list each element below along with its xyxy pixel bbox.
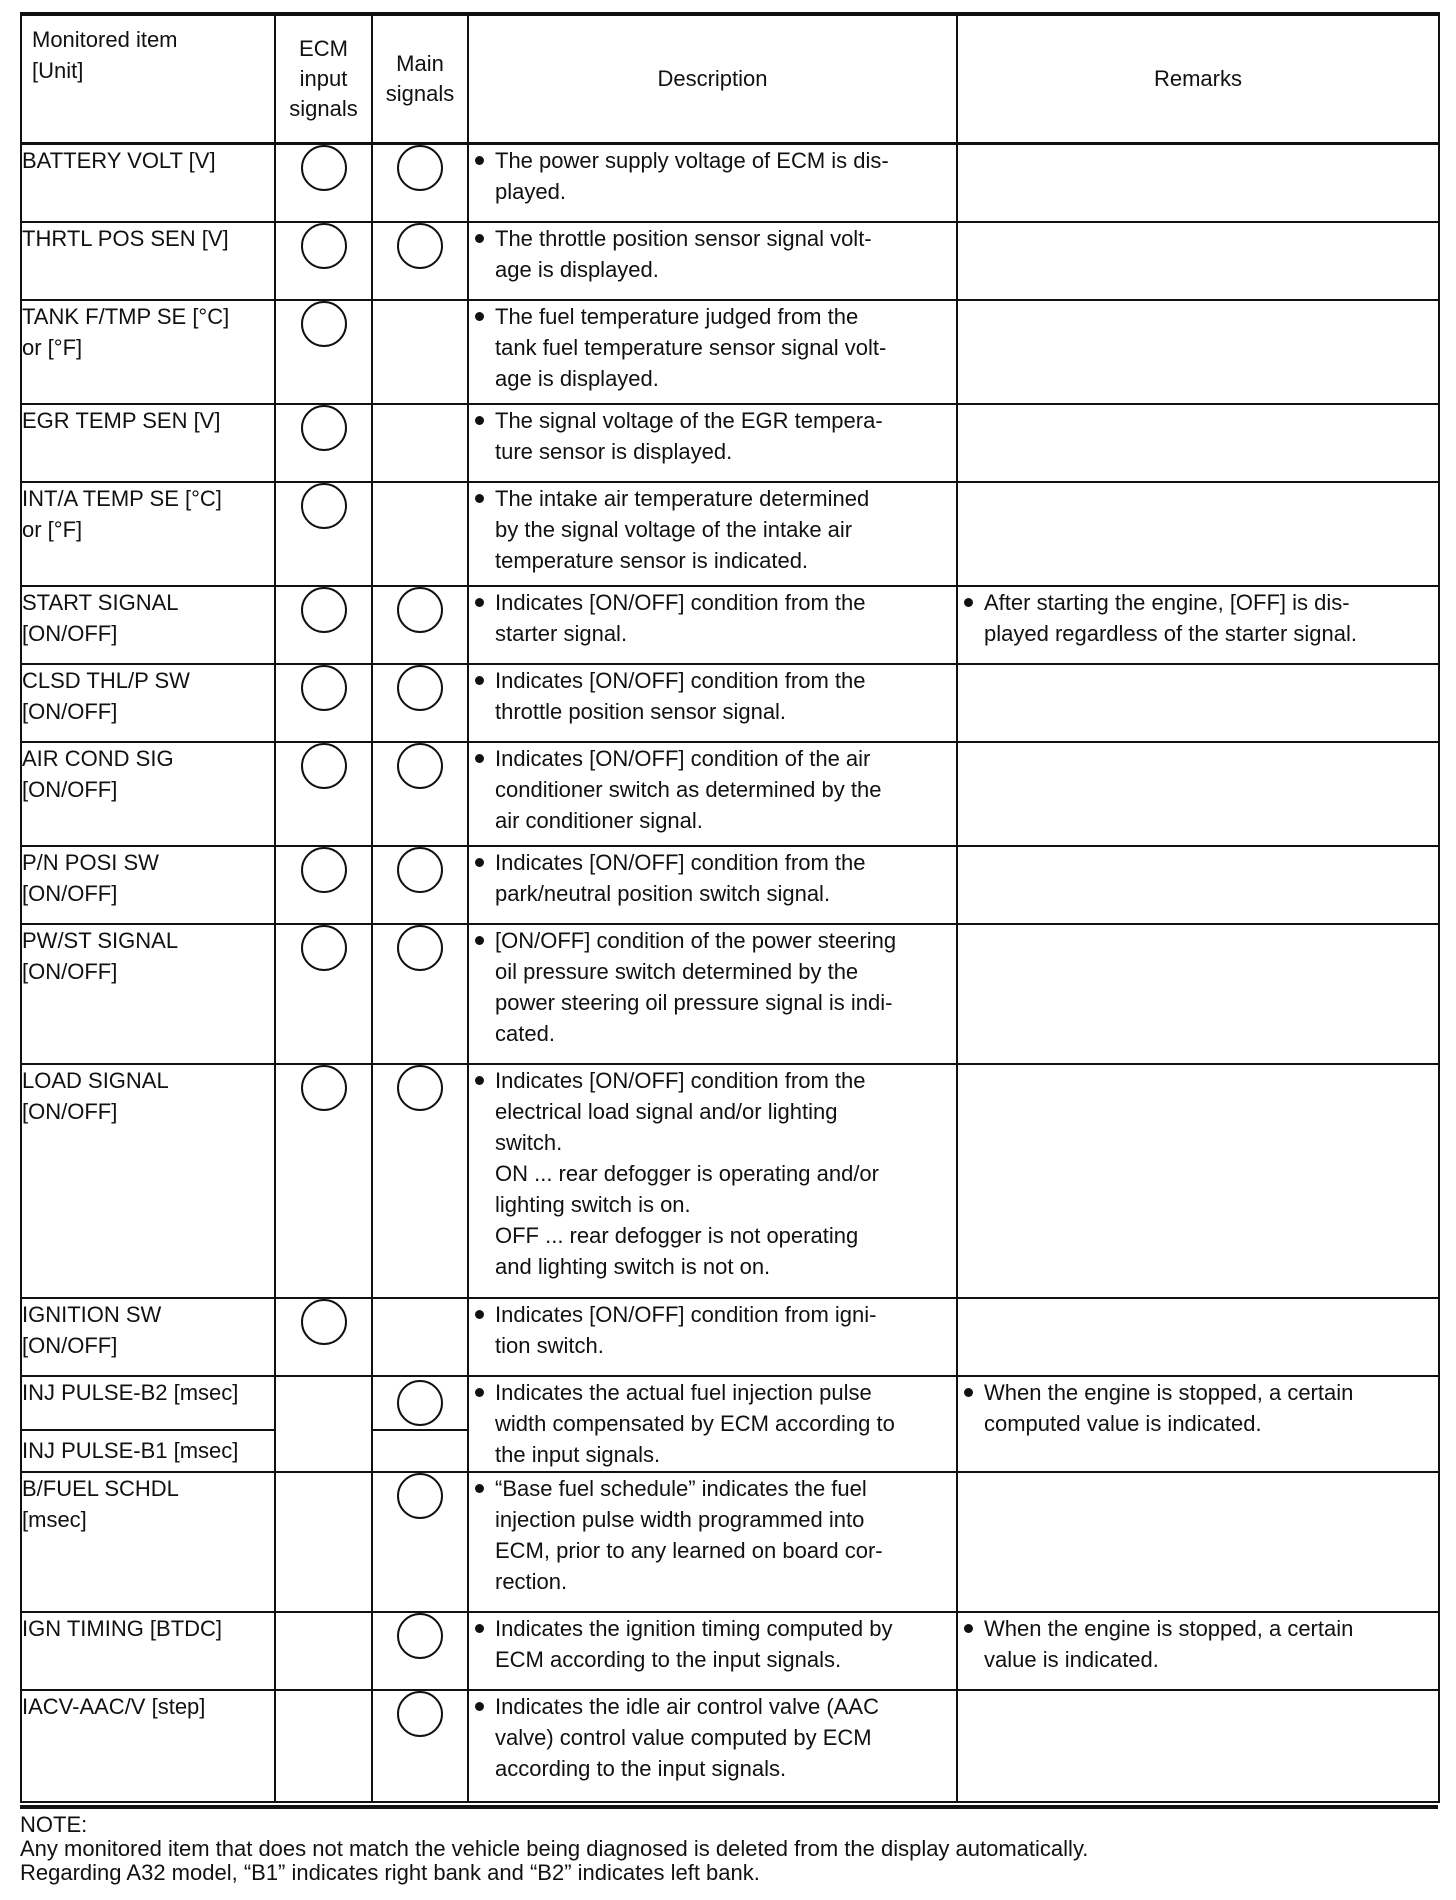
monitored-items-table <box>20 12 1440 1803</box>
description-line: The power supply voltage of ECM is dis- <box>495 148 889 173</box>
description-bullet-item <box>469 665 956 727</box>
description-line: park/neutral position switch signal. <box>495 880 831 906</box>
monitored-item-line: INJ PULSE-B2 [msec] <box>22 1379 239 1405</box>
remarks-text <box>984 587 1438 649</box>
main-signal-cell <box>372 1472 468 1612</box>
table-row <box>21 482 1439 586</box>
description-text <box>495 1065 956 1158</box>
table-row <box>21 742 1439 846</box>
description-line: [ON/OFF] condition of the power steering <box>495 927 897 953</box>
description-bullet-item <box>469 743 956 836</box>
table-row <box>21 1376 1439 1430</box>
monitored-item-cell <box>21 1376 275 1430</box>
monitored-item-line: [msec] <box>22 1506 87 1532</box>
main-signal-cell <box>372 144 468 222</box>
description-cell <box>468 144 957 222</box>
description-cell <box>468 586 957 664</box>
description-line: played. <box>495 179 566 204</box>
monitored-item-line: INJ PULSE-B1 [msec] <box>22 1438 239 1463</box>
description-cell <box>468 742 957 846</box>
table-row <box>21 846 1439 924</box>
description-cell <box>468 846 957 924</box>
remarks-cell <box>957 1612 1439 1690</box>
bullet-icon <box>469 1065 495 1158</box>
table-row <box>21 404 1439 482</box>
remarks-bullet-item <box>958 587 1438 649</box>
main-signal-cell <box>372 1298 468 1376</box>
monitored-item-line: LOAD SIGNAL <box>22 1067 169 1093</box>
bullet-icon <box>469 925 495 1049</box>
bullet-icon <box>469 483 495 576</box>
description-line: tank fuel temperature sensor signal volt- <box>495 334 887 360</box>
monitored-item-line: P/N POSI SW <box>22 849 159 875</box>
bullet-icon <box>469 405 495 467</box>
ecm-input-signal-cell <box>275 1298 372 1376</box>
description-cell <box>468 1376 957 1472</box>
monitored-item-line: [ON/OFF] <box>22 1098 118 1124</box>
description-text <box>495 1691 956 1784</box>
description-line: by the signal voltage of the intake air <box>495 516 853 542</box>
description-line: ECM, prior to any learned on board cor- <box>495 1537 883 1563</box>
description-text <box>495 847 956 909</box>
description-text <box>495 743 956 836</box>
description-cell <box>468 664 957 742</box>
monitored-item-line: IACV-AAC/V [step] <box>22 1693 206 1719</box>
description-bullet-item <box>469 1377 956 1470</box>
remarks-cell <box>957 1690 1439 1802</box>
table-header-row <box>21 14 1439 144</box>
remarks-cell <box>957 222 1439 300</box>
description-line: The fuel temperature judged from the <box>495 303 859 329</box>
description-extra <box>469 1158 956 1282</box>
description-line: Indicates [ON/OFF] condition from the <box>495 589 866 615</box>
remarks-cell <box>957 404 1439 482</box>
circle-mark-icon <box>301 405 347 451</box>
ecm-input-signal-cell <box>275 1690 372 1802</box>
monitored-item-line: [ON/OFF] <box>22 776 118 802</box>
description-line: conditioner switch as determined by the <box>495 776 882 802</box>
description-line: Indicates the ignition timing computed by <box>495 1615 893 1641</box>
monitored-item-cell <box>21 924 275 1064</box>
bullet-icon <box>469 587 495 649</box>
monitored-item-line: [ON/OFF] <box>22 698 118 724</box>
description-line: electrical load signal and/or lighting <box>495 1098 838 1124</box>
monitored-item-cell <box>21 664 275 742</box>
remarks-text <box>984 1613 1438 1675</box>
description-line: the input signals. <box>495 1441 661 1467</box>
monitored-item-line: [ON/OFF] <box>22 880 118 906</box>
description-line: throttle position sensor signal. <box>495 698 787 724</box>
table-row <box>21 1472 1439 1612</box>
description-text <box>495 665 956 727</box>
note-divider <box>20 1805 1438 1809</box>
monitored-item-line: B/FUEL SCHDL <box>22 1475 179 1501</box>
bullet-icon <box>469 665 495 727</box>
description-cell <box>468 1612 957 1690</box>
header-remarks: Remarks <box>957 14 1439 144</box>
ecm-input-signal-cell <box>275 144 372 222</box>
header-main-signals <box>372 14 468 144</box>
remarks-cell <box>957 1298 1439 1376</box>
remarks-text <box>984 1377 1438 1439</box>
circle-mark-icon <box>301 483 347 529</box>
table-row <box>21 144 1439 222</box>
monitored-item-line: EGR TEMP SEN [V] <box>22 407 221 433</box>
main-signal-cell <box>372 742 468 846</box>
monitored-item-line: CLSD THL/P SW <box>22 667 190 693</box>
document-page <box>20 12 1438 1885</box>
main-signal-cell <box>372 404 468 482</box>
main-signal-cell <box>372 300 468 404</box>
ecm-input-signal-cell <box>275 222 372 300</box>
monitored-item-line: AIR COND SIG <box>22 745 174 771</box>
description-line: temperature sensor is indicated. <box>495 547 809 573</box>
monitored-item-line: THRTL POS SEN [V] <box>22 225 229 251</box>
remarks-cell <box>957 300 1439 404</box>
description-text <box>495 405 956 467</box>
monitored-item-line: IGNITION SW <box>22 1301 162 1327</box>
monitored-item-cell <box>21 742 275 846</box>
bullet-icon <box>469 1473 495 1597</box>
header-ecm-input-signals <box>275 14 372 144</box>
description-bullet-item <box>469 1299 956 1361</box>
description-bullet-item <box>469 1473 956 1597</box>
bullet-icon <box>469 223 495 285</box>
bullet-icon <box>469 1377 495 1470</box>
description-line: Indicates the actual fuel injection pulse <box>495 1379 872 1405</box>
description-line: age is displayed. <box>495 365 659 391</box>
remarks-line: When the engine is stopped, a certain <box>984 1615 1354 1641</box>
description-line: switch. <box>495 1129 563 1155</box>
main-signal-cell <box>372 1064 468 1298</box>
description-text <box>495 925 956 1049</box>
bullet-icon <box>958 1613 984 1675</box>
bullet-icon <box>469 743 495 836</box>
header-ecm-line: ECM <box>299 36 348 61</box>
description-line: Indicates [ON/OFF] condition from igni- <box>495 1301 877 1327</box>
circle-mark-icon <box>301 301 347 347</box>
description-line: The throttle position sensor signal volt- <box>495 225 872 251</box>
table-body <box>21 144 1439 1802</box>
monitored-item-cell <box>21 300 275 404</box>
circle-mark-icon <box>397 1613 443 1659</box>
bullet-icon <box>469 1299 495 1361</box>
remarks-cell <box>957 144 1439 222</box>
bullet-icon <box>469 301 495 394</box>
circle-mark-icon <box>301 743 347 789</box>
description-cell <box>468 404 957 482</box>
monitored-item-cell <box>21 144 275 222</box>
ecm-input-signal-cell <box>275 404 372 482</box>
description-text <box>495 301 956 394</box>
circle-mark-icon <box>397 1473 443 1519</box>
monitored-item-cell <box>21 1612 275 1690</box>
description-line: cated. <box>495 1020 555 1046</box>
monitored-item-cell <box>21 1298 275 1376</box>
monitored-item-line: INT/A TEMP SE [°C] <box>22 485 222 511</box>
circle-mark-icon <box>397 1691 443 1737</box>
main-signal-cell <box>372 482 468 586</box>
bullet-icon <box>469 847 495 909</box>
main-signal-cell <box>372 222 468 300</box>
monitored-item-line: PW/ST SIGNAL <box>22 927 179 953</box>
circle-mark-icon <box>397 925 443 971</box>
ecm-input-signal-cell <box>275 924 372 1064</box>
circle-mark-icon <box>301 665 347 711</box>
header-main-line: signals <box>385 81 455 106</box>
bullet-icon <box>469 1691 495 1784</box>
description-text <box>495 145 956 207</box>
monitored-item-cell <box>21 1690 275 1802</box>
monitored-item-cell <box>21 222 275 300</box>
circle-mark-icon <box>397 1380 443 1426</box>
description-line: ECM according to the input signals. <box>495 1646 842 1672</box>
monitored-item-line: IGN TIMING [BTDC] <box>22 1615 223 1641</box>
description-line: The signal voltage of the EGR tempera- <box>495 407 883 433</box>
description-cell <box>468 300 957 404</box>
description-cell <box>468 924 957 1064</box>
description-line: rection. <box>495 1568 568 1594</box>
ecm-input-signal-cell <box>275 742 372 846</box>
circle-mark-icon <box>397 743 443 789</box>
description-cell <box>468 1064 957 1298</box>
circle-mark-icon <box>397 665 443 711</box>
remarks-cell <box>957 1376 1439 1472</box>
description-line: oil pressure switch determined by the <box>495 958 859 984</box>
monitored-item-line: [ON/OFF] <box>22 1332 118 1358</box>
remarks-cell <box>957 924 1439 1064</box>
remarks-cell <box>957 664 1439 742</box>
description-bullet-item <box>469 145 956 207</box>
table-row <box>21 586 1439 664</box>
remarks-line: When the engine is stopped, a certain <box>984 1379 1354 1405</box>
table-row <box>21 924 1439 1064</box>
remarks-cell <box>957 586 1439 664</box>
description-line: injection pulse width programmed into <box>495 1506 865 1532</box>
circle-mark-icon <box>397 223 443 269</box>
description-cell <box>468 222 957 300</box>
table-row <box>21 222 1439 300</box>
description-line: tion switch. <box>495 1332 604 1358</box>
monitored-item-line: [ON/OFF] <box>22 620 118 646</box>
description-line: valve) control value computed by ECM <box>495 1724 872 1750</box>
circle-mark-icon <box>301 145 347 191</box>
circle-mark-icon <box>301 587 347 633</box>
main-signal-cell <box>372 1612 468 1690</box>
description-bullet-item <box>469 1065 956 1158</box>
table-row <box>21 1690 1439 1802</box>
bullet-icon <box>469 1613 495 1675</box>
table-row <box>21 1064 1439 1298</box>
header-ecm-line: signals <box>289 96 358 121</box>
main-signal-cell <box>372 1430 468 1472</box>
monitored-item-line: or [°F] <box>22 334 83 360</box>
note-block <box>20 1813 1438 1885</box>
description-line: Indicates [ON/OFF] condition from the <box>495 1067 866 1093</box>
description-bullet-item <box>469 587 956 649</box>
circle-mark-icon <box>301 1065 347 1111</box>
ecm-input-signal-cell <box>275 1472 372 1612</box>
description-text <box>495 223 956 285</box>
header-item-line: Monitored item <box>32 27 178 52</box>
note-line: Regarding A32 model, “B1” indicates right bank and “B2” indicates left bank. <box>20 1859 760 1885</box>
description-line: starter signal. <box>495 620 628 646</box>
ecm-input-signal-cell <box>275 1376 372 1472</box>
description-text <box>495 1299 956 1361</box>
description-bullet-item <box>469 405 956 467</box>
bullet-icon <box>958 1377 984 1439</box>
monitored-item-line: TANK F/TMP SE [°C] <box>22 303 230 329</box>
remarks-line: computed value is indicated. <box>984 1410 1262 1436</box>
circle-mark-icon <box>301 925 347 971</box>
circle-mark-icon <box>397 145 443 191</box>
monitored-item-line: BATTERY VOLT [V] <box>22 148 216 173</box>
description-bullet-item <box>469 483 956 576</box>
description-cell <box>468 1690 957 1802</box>
description-extra-line: lighting switch is on. <box>495 1191 691 1217</box>
description-line: ture sensor is displayed. <box>495 438 733 464</box>
remarks-cell <box>957 846 1439 924</box>
description-bullet-item <box>469 925 956 1049</box>
description-line: air conditioner signal. <box>495 807 703 833</box>
description-line: Indicates [ON/OFF] condition of the air <box>495 745 871 771</box>
description-line: Indicates [ON/OFF] condition from the <box>495 667 866 693</box>
main-signal-cell <box>372 1690 468 1802</box>
description-extra-line: and lighting switch is not on. <box>495 1253 771 1279</box>
main-signal-cell <box>372 586 468 664</box>
description-line: The intake air temperature determined <box>495 485 870 511</box>
circle-mark-icon <box>397 847 443 893</box>
monitored-item-line: [ON/OFF] <box>22 958 118 984</box>
description-line: age is displayed. <box>495 256 659 282</box>
bullet-icon <box>958 587 984 649</box>
ecm-input-signal-cell <box>275 586 372 664</box>
main-signal-cell <box>372 1376 468 1430</box>
monitored-item-cell <box>21 846 275 924</box>
circle-mark-icon <box>301 223 347 269</box>
main-signal-cell <box>372 846 468 924</box>
main-signal-cell <box>372 924 468 1064</box>
remarks-cell <box>957 1472 1439 1612</box>
description-text <box>495 1473 956 1597</box>
ecm-input-signal-cell <box>275 482 372 586</box>
description-text <box>495 1613 956 1675</box>
note-label: NOTE: <box>20 1811 88 1837</box>
header-main-line: Main <box>396 51 444 76</box>
remarks-line: played regardless of the starter signal. <box>984 620 1357 646</box>
description-line: according to the input signals. <box>495 1755 787 1781</box>
description-cell <box>468 1472 957 1612</box>
monitored-item-cell <box>21 586 275 664</box>
monitored-item-cell <box>21 1472 275 1612</box>
remarks-line: After starting the engine, [OFF] is dis- <box>984 589 1350 615</box>
remarks-cell <box>957 742 1439 846</box>
description-line: width compensated by ECM according to <box>495 1410 895 1436</box>
description-bullet-item <box>469 223 956 285</box>
header-description: Description <box>468 14 957 144</box>
circle-mark-icon <box>301 847 347 893</box>
circle-mark-icon <box>301 1299 347 1345</box>
description-text <box>495 1377 956 1470</box>
header-ecm-line: input <box>299 66 348 91</box>
monitored-item-cell <box>21 1430 275 1472</box>
circle-mark-icon <box>397 1065 443 1111</box>
remarks-bullet-item <box>958 1613 1438 1675</box>
ecm-input-signal-cell <box>275 1612 372 1690</box>
monitored-item-cell <box>21 482 275 586</box>
description-extra-line: ON ... rear defogger is operating and/or <box>495 1160 879 1186</box>
main-signal-cell <box>372 664 468 742</box>
description-bullet-item <box>469 1613 956 1675</box>
description-bullet-item <box>469 847 956 909</box>
description-text <box>495 587 956 649</box>
table-row <box>21 1612 1439 1690</box>
monitored-item-cell <box>21 404 275 482</box>
note-line: Any monitored item that does not match the vehicle being diagnosed is deleted from the display automatically. <box>20 1835 1089 1861</box>
description-bullet-item <box>469 301 956 394</box>
description-bullet-item <box>469 1691 956 1784</box>
ecm-input-signal-cell <box>275 664 372 742</box>
ecm-input-signal-cell <box>275 300 372 404</box>
table-row <box>21 1298 1439 1376</box>
description-cell <box>468 482 957 586</box>
remarks-bullet-item <box>958 1377 1438 1439</box>
description-line: Indicates [ON/OFF] condition from the <box>495 849 866 875</box>
monitored-item-line: START SIGNAL <box>22 589 179 615</box>
circle-mark-icon <box>397 587 443 633</box>
header-unit-line: [Unit] <box>32 58 84 83</box>
monitored-item-cell <box>21 1064 275 1298</box>
remarks-line: value is indicated. <box>984 1646 1159 1672</box>
ecm-input-signal-cell <box>275 846 372 924</box>
remarks-cell <box>957 1064 1439 1298</box>
table-row <box>21 664 1439 742</box>
monitored-item-line: or [°F] <box>22 516 83 542</box>
ecm-input-signal-cell <box>275 1064 372 1298</box>
header-monitored-item <box>21 14 275 144</box>
table-row <box>21 300 1439 404</box>
description-line: “Base fuel schedule” indicates the fuel <box>495 1475 867 1501</box>
description-text <box>495 483 956 576</box>
description-cell <box>468 1298 957 1376</box>
description-line: Indicates the idle air control valve (AAC <box>495 1693 879 1719</box>
remarks-cell <box>957 482 1439 586</box>
description-extra-line: OFF ... rear defogger is not operating <box>495 1222 859 1248</box>
bullet-icon <box>469 145 495 207</box>
description-line: power steering oil pressure signal is indi- <box>495 989 893 1015</box>
